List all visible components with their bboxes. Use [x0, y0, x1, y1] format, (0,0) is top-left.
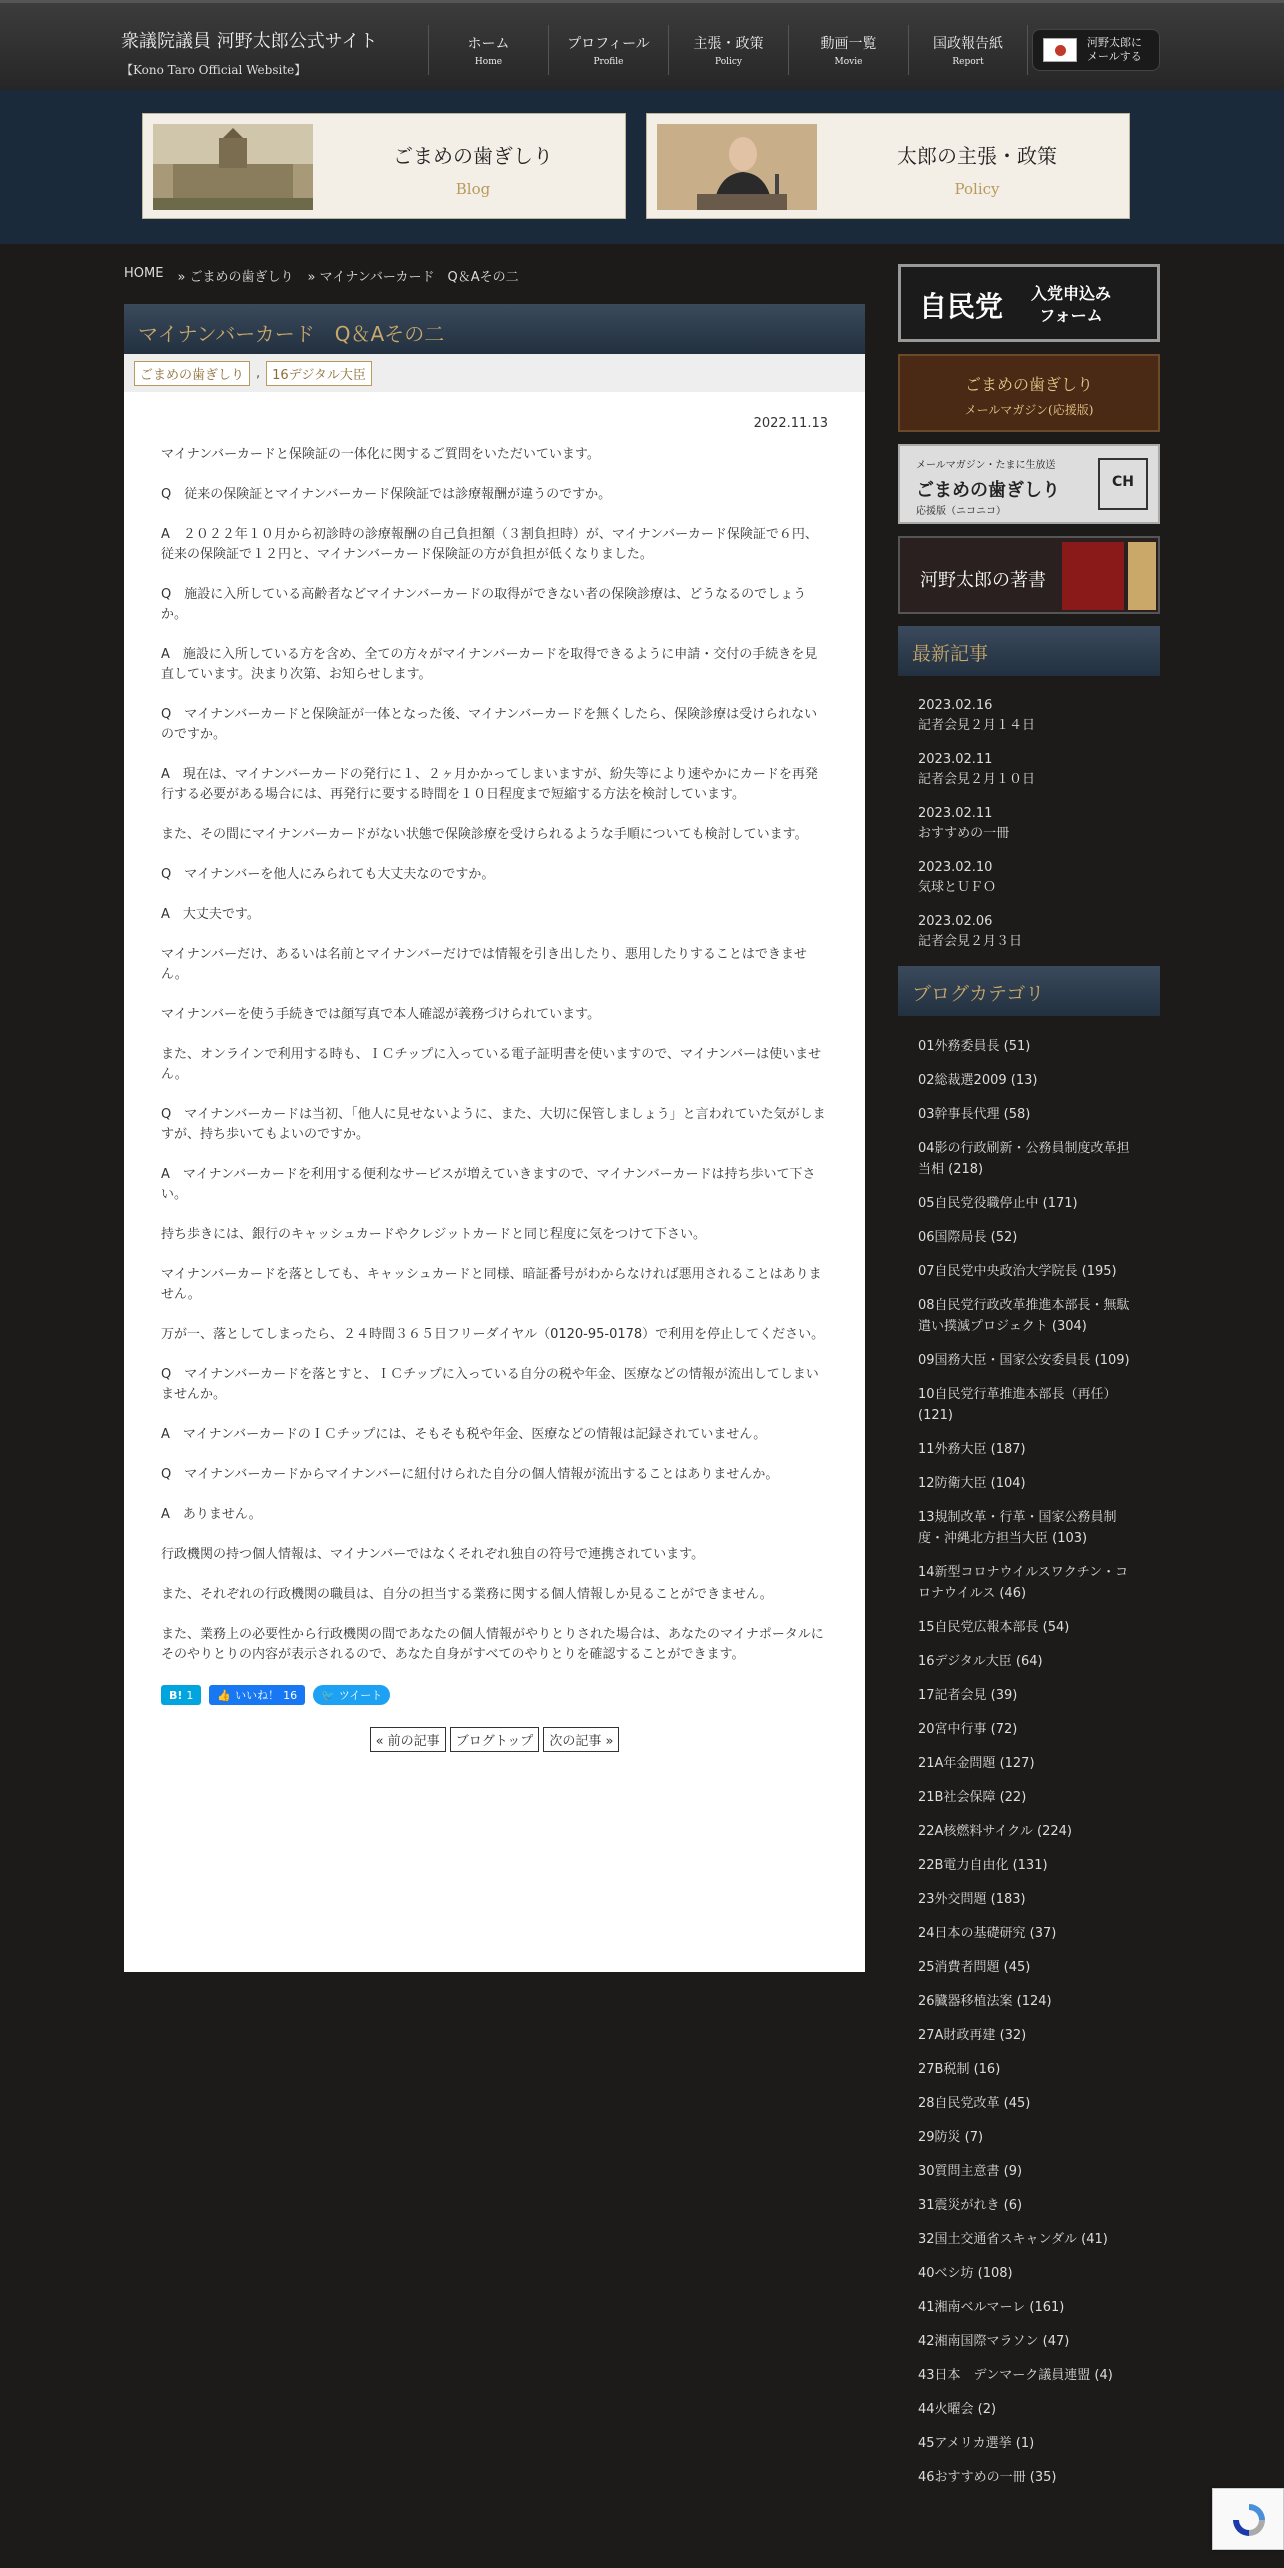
article-body — [124, 431, 865, 1665]
category-link[interactable]: 29防災 (7) — [918, 2130, 984, 2145]
recent-post-item[interactable] — [918, 804, 1140, 844]
article-paragraph: A ありません。 — [161, 1507, 262, 1522]
category-link[interactable]: 09国務大臣・国家公安委員長 (109) — [918, 1353, 1130, 1368]
article-paragraph: 持ち歩きには、銀行のキャッシュカードやクレジットカードと同じ程度に気をつけて下さい。 — [161, 1227, 707, 1242]
like-count: 16 — [283, 1688, 298, 1702]
top-header — [0, 0, 1284, 90]
article — [124, 304, 865, 1972]
category-link[interactable]: 16デジタル大臣 (64) — [918, 1654, 1043, 1669]
nav-policy[interactable] — [668, 25, 788, 75]
category-link[interactable]: 30質問主意書 (9) — [918, 2164, 1023, 2179]
main-nav — [428, 25, 1028, 75]
article-paragraph: Q マイナンバーカードからマイナンバーに紐付けられた自分の個人情報が流出することはありませんか。 — [161, 1467, 779, 1482]
category-link[interactable]: 14新型コロナウイルスワクチン・コロナウイルス (46) — [918, 1565, 1129, 1601]
category-link[interactable]: 32国土交通省スキャンダル (41) — [918, 2232, 1108, 2247]
pager — [124, 1727, 865, 1752]
category-tag[interactable]: ごまめの歯ぎしり — [134, 361, 250, 386]
niconico-sub: 応援版（ニコニコ） — [916, 506, 1006, 517]
next-article-link[interactable]: 次の記事 » — [543, 1727, 619, 1752]
diet-building-image — [153, 124, 313, 210]
article-paragraph: A マイナンバーカードを利用する便利なサービスが増えていきますので、マイナンバーカードは持ち歩いて下さい。 — [161, 1167, 816, 1202]
category-tag[interactable]: 16デジタル大臣 — [266, 361, 372, 386]
category-link[interactable]: 05自民党役職停止中 (171) — [918, 1196, 1078, 1211]
recent-post-item[interactable] — [918, 858, 1140, 898]
speaker-photo — [657, 124, 817, 210]
article-date: 2022.11.13 — [753, 416, 828, 431]
niconico-logo-icon: CH — [1098, 458, 1148, 510]
category-link[interactable]: 41湘南ベルマーレ (161) — [918, 2300, 1065, 2315]
category-link[interactable]: 46おすすめの一冊 (35) — [918, 2470, 1057, 2485]
niconico-top: メールマガジン・たまに生放送 — [916, 460, 1056, 471]
recent-post-title: 記者会見２月３日 — [918, 934, 1023, 949]
breadcrumb — [124, 266, 519, 285]
category-list — [898, 1016, 1160, 2488]
recent-post-title: 記者会見２月１０日 — [918, 772, 1036, 787]
category-link[interactable]: 21A年金問題 (127) — [918, 1756, 1035, 1771]
niconico-banner[interactable] — [898, 444, 1160, 524]
like-label: いいね！ — [235, 1689, 280, 1702]
tweet-button[interactable] — [313, 1685, 390, 1705]
nav-en-label: Profile — [593, 57, 624, 67]
category-separator: , — [256, 365, 261, 381]
category-link[interactable]: 13規制改革・行革・国家公務員制度・沖縄北方担当大臣 (103) — [918, 1510, 1117, 1546]
article-paragraph: Q マイナンバーカードは当初、「他人に見せないように、また、大切に保管しましょう」と言われていた気がしますが、持ち歩いてもよいのですか。 — [161, 1107, 826, 1142]
breadcrumb-current: » マイナンバーカード Q＆Aその二 — [307, 270, 519, 285]
nav-en-label: Policy — [715, 57, 742, 67]
article-paragraph: A ２０２２年１０月から初診時の診療報酬の自己負担額（３割負担時）が、マイナンバーカード保険証で６円、従来の保険証で１２円と、マイナンバーカード保険証の方が負担が低くなりました。 — [161, 527, 818, 562]
article-paragraph: Q 従来の保険証とマイナンバーカード保険証では診療報酬が違うのですか。 — [161, 487, 612, 502]
breadcrumb-home[interactable]: HOME — [124, 266, 164, 281]
ldp-form-label — [1031, 283, 1111, 327]
recent-post-item[interactable] — [918, 750, 1140, 790]
nav-en-label: Home — [474, 57, 503, 67]
tweet-label: ツイート — [338, 1689, 383, 1702]
category-link[interactable]: 04影の行政刷新・公務員制度改革担当相 (218) — [918, 1141, 1130, 1177]
recaptcha-icon — [1229, 2500, 1269, 2540]
category-link[interactable]: 45アメリカ選挙 (1) — [918, 2436, 1035, 2451]
category-link[interactable]: 26臓器移植法案 (124) — [918, 1994, 1052, 2009]
article-paragraph: マイナンバーカードと保険証の一体化に関するご質問をいただいています。 — [161, 447, 600, 462]
hatena-icon: B! — [169, 1688, 183, 1702]
category-heading: ブログカテゴリ — [898, 966, 1160, 1016]
category-link[interactable]: 10自民党行革推進本部長（再任） (121) — [918, 1387, 1117, 1423]
nav-label: 主張・政策 — [693, 36, 764, 52]
nav-label: ホーム — [467, 36, 510, 52]
prev-article-link[interactable]: « 前の記事 — [370, 1727, 446, 1752]
hatena-bookmark-button[interactable] — [161, 1685, 201, 1705]
category-link[interactable]: 02総裁選2009 (13) — [918, 1073, 1038, 1088]
category-bar — [124, 354, 865, 392]
article-paragraph: また、その間にマイナンバーカードがない状態で保険診療を受けられるような手順についても検討しています。 — [161, 827, 808, 842]
site-subtitle: 【Kono Taro Official Website】 — [121, 63, 307, 77]
blog-top-link[interactable]: ブログトップ — [450, 1727, 540, 1752]
recent-post-date: 2023.02.11 — [918, 752, 993, 767]
thumbs-up-icon: 👍 — [217, 1688, 232, 1702]
mail-line-1: 河野太郎に — [1087, 36, 1142, 49]
category-link[interactable]: 24日本の基礎研究 (37) — [918, 1926, 1057, 1941]
recent-post-item[interactable] — [918, 696, 1140, 736]
category-link[interactable]: 31震災がれき (6) — [918, 2198, 1023, 2213]
recent-post-date: 2023.02.11 — [918, 806, 993, 821]
recent-posts-heading: 最新記事 — [898, 626, 1160, 676]
nav-label: 国政報告紙 — [933, 36, 1003, 52]
article-paragraph: A マイナンバーカードのＩＣチップには、そもそも税や年金、医療などの情報は記録されていません。 — [161, 1427, 767, 1442]
category-link[interactable]: 22A核燃料サイクル (224) — [918, 1824, 1072, 1839]
category-link[interactable]: 08自民党行政改革推進本部長・無駄遣い撲滅プロジェクト (304) — [918, 1298, 1130, 1334]
sidebar — [898, 264, 1160, 2501]
ldp-membership-banner[interactable] — [898, 264, 1160, 342]
category-link[interactable]: 06国際局長 (52) — [918, 1230, 1018, 1245]
article-paragraph: マイナンバーだけ、あるいは名前とマイナンバーだけでは情報を引き出したり、悪用したりすることはできません。 — [161, 947, 807, 982]
hatena-count: 1 — [186, 1688, 194, 1702]
books-title: 河野太郎の著書 — [920, 570, 1046, 591]
recent-post-title: おすすめの一冊 — [918, 826, 1010, 841]
mail-magazine-banner[interactable] — [898, 354, 1160, 432]
mail-button-label — [1087, 36, 1142, 64]
nav-home[interactable] — [428, 25, 548, 75]
banner-title: 太郎の主張・政策 — [897, 144, 1057, 168]
recent-post-title: 記者会見２月１４日 — [918, 718, 1036, 733]
ldp-line-2: フォーム — [1039, 306, 1103, 325]
article-paragraph: マイナンバーカードを落としても、キャッシュカードと同様、暗証番号がわからなければ悪用されることはありません。 — [161, 1267, 822, 1302]
facebook-like-button[interactable] — [209, 1685, 305, 1705]
banner-band — [0, 90, 1284, 244]
recent-post-date: 2023.02.06 — [918, 914, 993, 929]
nav-profile[interactable] — [548, 25, 668, 75]
mail-magazine-title: ごまめの歯ぎしり — [964, 375, 1093, 394]
category-link[interactable]: 40ベシ坊 (108) — [918, 2266, 1013, 2281]
category-link[interactable]: 27B税制 (16) — [918, 2062, 1001, 2077]
category-link[interactable]: 23外交問題 (183) — [918, 1892, 1026, 1907]
category-link[interactable]: 27A財政再建 (32) — [918, 2028, 1027, 2043]
nav-label: プロフィール — [567, 36, 650, 52]
article-paragraph: A 大丈夫です。 — [161, 907, 260, 922]
breadcrumb-blog[interactable]: » ごまめの歯ぎしり — [177, 270, 294, 285]
category-link[interactable]: 28自民党改革 (45) — [918, 2096, 1031, 2111]
category-link[interactable]: 22B電力自由化 (131) — [918, 1858, 1048, 1873]
mail-line-2: メールする — [1087, 50, 1142, 63]
category-link[interactable]: 20宮中行事 (72) — [918, 1722, 1018, 1737]
category-link[interactable]: 43日本 デンマーク議員連盟 (4) — [918, 2368, 1113, 2383]
nav-label: 動画一覧 — [820, 36, 877, 52]
article-paragraph: マイナンバーを使う手続きでは顔写真で本人確認が義務づけられています。 — [161, 1007, 601, 1022]
category-link[interactable]: 44火曜会 (2) — [918, 2402, 997, 2417]
books-banner[interactable] — [898, 536, 1160, 614]
banner-en: Policy — [954, 180, 1000, 198]
social-buttons — [124, 1685, 865, 1705]
recent-post-date: 2023.02.16 — [918, 698, 993, 713]
article-paragraph: また、オンラインで利用する時も、ＩＣチップに入っている電子証明書を使いますので、マイナンバーは使いません。 — [161, 1047, 822, 1082]
article-paragraph: 行政機関の持つ個人情報は、マイナンバーではなくそれぞれ独自の符号で連携されています。 — [161, 1547, 705, 1562]
category-link[interactable]: 12防衛大臣 (104) — [918, 1476, 1026, 1491]
article-paragraph: A 施設に入所している方を含め、全ての方々がマイナンバーカードを取得できるように申請・交付の手続きを見直しています。決まり次第、お知らせします。 — [161, 647, 818, 682]
category-link[interactable]: 03幹事長代理 (58) — [918, 1107, 1031, 1122]
nav-report[interactable] — [908, 25, 1028, 75]
article-paragraph: また、業務上の必要性から行政機関の間であなたの個人情報がやりとりされた場合は、あなたのマイナポータルにそのやりとりの内容が表示されるので、あなた自身がすべてのやりとりを確認することができます。 — [161, 1627, 824, 1662]
recent-posts-list — [898, 676, 1160, 952]
article-paragraph: Q マイナンバーカードと保険証が一体となった後、マイナンバーカードを無くしたら、保険診療は受けられないのですか。 — [161, 707, 818, 742]
banner-blog[interactable] — [142, 113, 626, 219]
book-cover-image — [1128, 542, 1156, 610]
banner-title: ごまめの歯ぎしり — [393, 144, 553, 168]
site-title[interactable]: 衆議院議員 河野太郎公式サイト — [121, 31, 378, 52]
category-link[interactable]: 01外務委員長 (51) — [918, 1039, 1031, 1054]
category-link[interactable]: 21B社会保障 (22) — [918, 1790, 1027, 1805]
category-link[interactable]: 17記者会見 (39) — [918, 1688, 1018, 1703]
ldp-line-1: 入党申込み — [1031, 284, 1112, 303]
banner-en: Blog — [455, 180, 491, 198]
banner-policy[interactable] — [646, 113, 1130, 219]
book-cover-image — [1062, 542, 1124, 610]
article-paragraph: Q マイナンバーカードを落とすと、ＩＣチップに入っている自分の税や年金、医療などの情報が流出してしまいませんか。 — [161, 1367, 819, 1402]
japan-flag-icon — [1043, 38, 1077, 62]
recent-post-date: 2023.02.10 — [918, 860, 993, 875]
ldp-logo-text: 自民党 — [919, 290, 1004, 323]
article-paragraph: Q 施設に入所している高齢者などマイナンバーカードの取得ができない者の保険診療は、どうなるのでしょうか。 — [161, 587, 807, 622]
category-link[interactable]: 25消費者問題 (45) — [918, 1960, 1031, 1975]
category-link[interactable]: 11外務大臣 (187) — [918, 1442, 1026, 1457]
article-paragraph: A 現在は、マイナンバーカードの発行に１、２ヶ月かかってしまいますが、紛失等により速やかにカードを再発行する必要がある場合には、再発行に要する時間を１０日程度まで短縮する方法を検討しています。 — [161, 767, 818, 802]
recaptcha-badge[interactable] — [1212, 2488, 1284, 2550]
mail-button[interactable] — [1032, 29, 1160, 71]
mail-magazine-sub: メールマガジン(応援版) — [964, 403, 1094, 417]
category-link[interactable]: 07自民党中央政治大学院長 (195) — [918, 1264, 1117, 1279]
recent-post-title: 気球とＵＦＯ — [918, 880, 997, 895]
nav-en-label: Movie — [834, 57, 863, 67]
article-paragraph: 万が一、落としてしまったら、２４時間３６５日フリーダイヤル（0120-95-0178）で利用を停止してください。 — [161, 1327, 825, 1342]
article-paragraph: また、それぞれの行政機関の職員は、自分の担当する業務に関する個人情報しか見ることができません。 — [161, 1587, 773, 1602]
twitter-bird-icon: 🐦 — [321, 1688, 335, 1702]
niconico-title: ごまめの歯ぎしり — [916, 480, 1060, 501]
nav-movie[interactable] — [788, 25, 908, 75]
article-paragraph: Q マイナンバーを他人にみられても大丈夫なのですか。 — [161, 867, 495, 882]
category-link[interactable]: 42湘南国際マラソン (47) — [918, 2334, 1070, 2349]
nav-en-label: Report — [952, 57, 984, 67]
recent-post-item[interactable] — [918, 912, 1140, 952]
article-title: マイナンバーカード Q＆Aその二 — [124, 304, 865, 354]
category-link[interactable]: 15自民党広報本部長 (54) — [918, 1620, 1070, 1635]
